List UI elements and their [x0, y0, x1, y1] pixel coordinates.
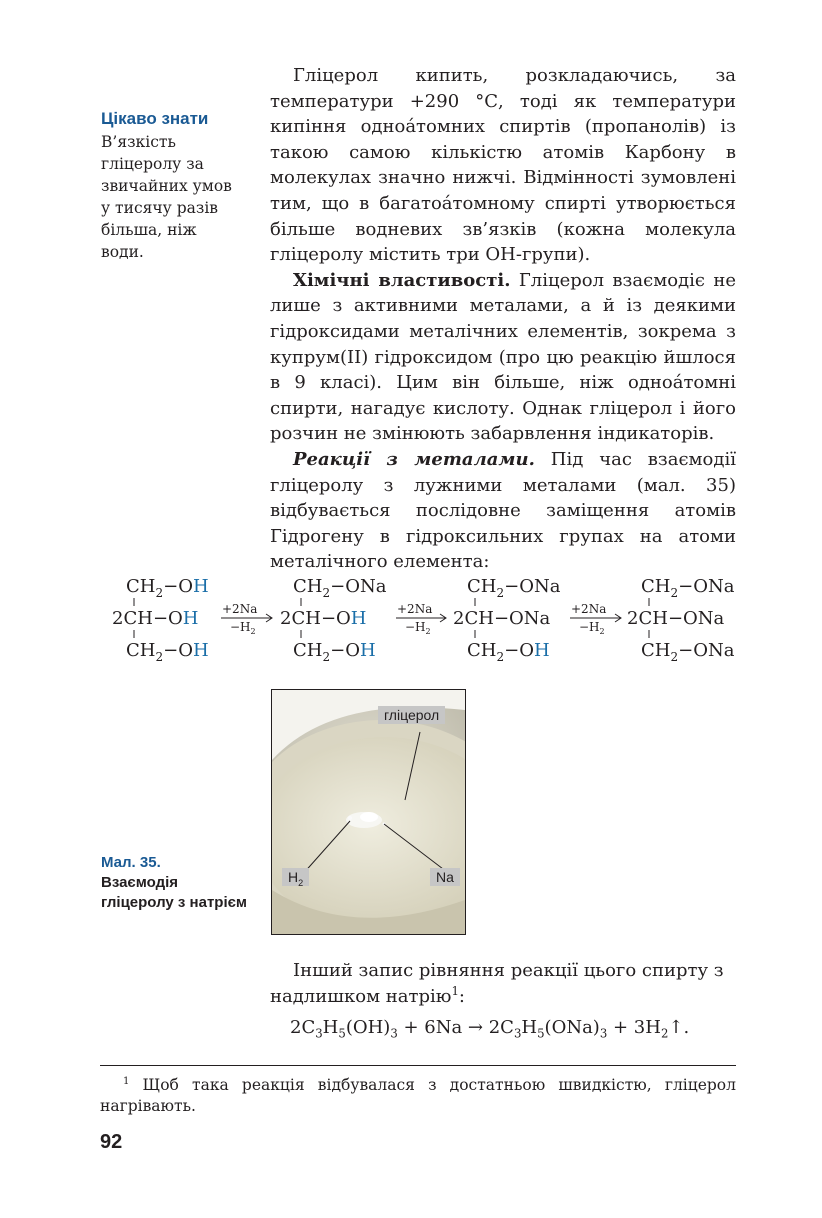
reaction-arrow-3 — [570, 602, 621, 636]
paragraph-metal-reactions — [270, 447, 736, 575]
equation-intro-text: Інший запис рівняння реакції цього спирту з надлишком натрію — [270, 960, 724, 1007]
metal-reactions-text: Під час взаємодії гліцеролу з лужними металами (мал. 35) відбувається послідовне заміщення атомів Гідрогену в гідроксильних групах на атоми металічного елемента: — [270, 448, 736, 573]
sodium-label: Na — [430, 868, 460, 886]
svg-text:CH2−ONa: $CH_2-ONa$ — [641, 640, 735, 664]
chemical-properties-text: Гліцерол взаємодіє не лише з активними металами, а й із деякими гідроксидами металічних елементів, зокрема з купрум(ІІ) гідроксидом (про цю реакцію йшлося в 9 класі). Цим він більше, ніж одноа́томні спирти, нагадує кислоту. Однак гліцерол і його розчин не змінюють забарвлення індикаторів. — [270, 269, 737, 445]
glycerol-molecule — [112, 576, 209, 664]
svg-text:+2Na: +2Na — [397, 602, 433, 616]
monosodium-glycerolate — [280, 576, 387, 664]
paragraph-boiling: Гліцерол кипить, розкладаючись, за температури +290 °С, тоді як температури кипіння одноа́томних спиртів (пропанолів) із такою самою кількістю атомів Карбону в молекулах значно нижчі. Відмінності зумовлені тим, що в багатоа́томному спирті утворюється більше водневих зв’язків (кожна молекула гліцеролу містить три ОН-групи). — [270, 65, 736, 266]
sidebar-title: Цікаво знати — [101, 109, 209, 128]
svg-text:CH2−OH: $CH_2-OH$ — [126, 576, 209, 600]
footnote-reference: 1 — [451, 984, 459, 998]
reaction-scheme-svg — [100, 570, 740, 670]
svg-text:CH2−ONa: $CH_2-ONa$ — [293, 576, 387, 600]
svg-text:2CH−OH: 2CH−OH — [112, 608, 199, 629]
chemical-properties-heading: Хімічні властивості. — [293, 269, 511, 291]
svg-text:CH2−OH: $CH_2-OH$ — [293, 640, 376, 664]
reaction-arrow-2 — [396, 602, 446, 636]
hydrogen-label: $H_2$ — [282, 868, 309, 886]
glycerol-label: гліцерол — [378, 706, 445, 724]
figure-caption-text: Взаємодія гліцеролу з натрієм — [101, 874, 248, 911]
svg-text:2CH−OH: 2CH−OH — [280, 608, 367, 629]
svg-text:CH2−OH: $CH_2-OH$ — [467, 640, 550, 664]
paragraph-chemical-properties — [270, 268, 736, 447]
svg-text:−H2: $-H_2$ — [579, 620, 605, 636]
footnote — [100, 1075, 736, 1117]
disodium-glycerolate — [453, 576, 561, 664]
svg-text:+2Na: +2Na — [222, 602, 258, 616]
equation-intro: Інший запис рівняння реакції цього спирту з надлишком натрію$^1$: — [270, 960, 724, 1007]
figure-caption — [101, 853, 251, 913]
svg-text:CH2−ONa: $CH_2-ONa$ — [467, 576, 561, 600]
metal-reactions-heading: Реакції з металами. — [293, 448, 535, 470]
reaction-equation: $2C_3H_5(OH)_3 + 6Na \to 2C_3H_5(ONa)_3$ + $3H_2↑$. — [290, 1017, 690, 1041]
sidebar-note — [101, 108, 241, 263]
svg-text:−H2: $-H_2$ — [230, 620, 256, 636]
svg-text:+2Na: +2Na — [571, 602, 607, 616]
svg-text:CH2−OH: $CH_2-OH$ — [126, 640, 209, 664]
footnote-mark: 1 — [123, 1075, 130, 1087]
footnote-divider — [100, 1065, 736, 1066]
svg-text:−H2: $-H_2$ — [405, 620, 431, 636]
svg-text:2CH−ONa: 2CH−ONa — [627, 608, 725, 629]
footnote-text: Щоб така реакція відбувалася з достатньою швидкістю, гліцерол нагрівають. — [100, 1076, 736, 1115]
trisodium-glycerolate — [627, 576, 735, 664]
main-text — [270, 63, 736, 575]
figure-number: Мал. 35. — [101, 854, 161, 871]
bowl-photo-illustration — [272, 690, 465, 934]
page-number: 92 — [100, 1131, 123, 1153]
sidebar-text: В’язкість гліцеролу за звичайних умов у тисячу разів більша, ніж води. — [101, 133, 232, 261]
reaction-arrow-1 — [221, 602, 272, 636]
reaction-scheme — [100, 570, 740, 670]
svg-text:CH2−ONa: $CH_2-ONa$ — [641, 576, 735, 600]
svg-text:2CH−ONa: 2CH−ONa — [453, 608, 551, 629]
figure-photo — [271, 689, 466, 935]
